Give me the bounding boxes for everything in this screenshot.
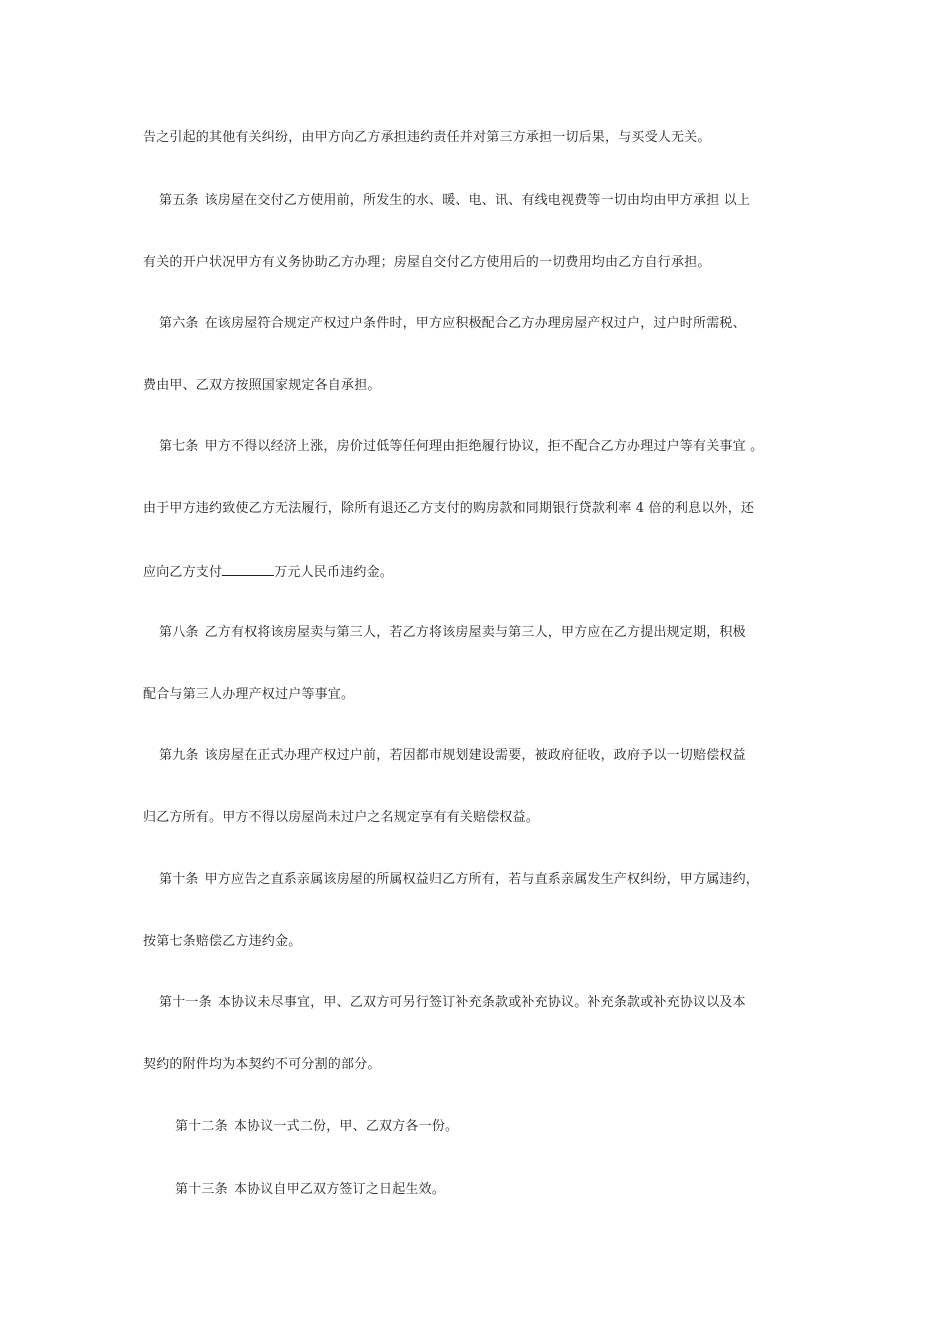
text-line-content: 乙方有权将该房屋卖与第三人，若乙方将该房屋卖与第三人，甲方应在乙方提出规定期，积极 [204, 625, 746, 640]
article-7-line-1 [159, 439, 763, 455]
text-line-content: 费由甲、乙双方按照国家规定各自承担。 [143, 378, 381, 393]
article-9-line-2 [143, 810, 539, 826]
text-line-content: 应向乙方支付 [143, 565, 223, 580]
article-13-line-1 [175, 1182, 445, 1198]
text-line-content: 按第七条赔偿乙方违约金。 [143, 934, 302, 949]
article-8-line-2 [143, 687, 354, 703]
text-line [143, 130, 711, 146]
text-line-content: 万元人民币违约金。 [274, 565, 394, 580]
article-label: 第九条 [159, 748, 199, 763]
article-5-line-2 [143, 255, 711, 271]
text-line-content: 本协议自甲乙双方签订之日起生效。 [233, 1182, 446, 1197]
text-line-content: 契约的附件均为本契约不可分割的部分。 [143, 1057, 381, 1072]
text-line-content: 该房屋在正式办理产权过户前，若因都市规划建设需要，被政府征收，政府予以一切赔偿权益 [204, 748, 746, 763]
article-12-line-1 [175, 1119, 458, 1135]
text-line-content: 在该房屋符合规定产权过户条件时，甲方应积极配合乙方办理房屋产权过户，过户时所需税、 [204, 316, 746, 331]
article-11-line-1 [159, 995, 746, 1011]
article-7-line-2 [143, 501, 754, 517]
article-label: 第五条 [159, 193, 199, 208]
text-line-content: 本协议未尽事宜，甲、乙双方可另行签订补充条款或补充协议。补充条款或补充协议以及本 [217, 995, 746, 1010]
text-line-content: 甲方不得以经济上涨，房价过低等任何理由拒绝履行协议，拒不配合乙方办理过户等有关事宜 。 [204, 439, 764, 454]
text-line-content: 有关的开户状况甲方有义务协助乙方办理；房屋自交付乙方使用后的一切费用均由乙方自行承担。 [143, 255, 711, 270]
article-6-line-2 [143, 378, 381, 394]
article-label: 第十一条 [159, 995, 212, 1010]
article-10-line-2 [143, 934, 301, 950]
text-line-content: 本协议一式二份，甲、乙双方各一份。 [233, 1119, 459, 1134]
article-10-line-1 [159, 872, 759, 888]
text-line-content: 甲方应告之直系亲属该房屋的所属权益归乙方所有，若与直系亲属发生产权纠纷，甲方属违约， [204, 872, 760, 887]
article-label: 第八条 [159, 625, 199, 640]
article-7-line-3 [143, 563, 393, 581]
article-label: 第七条 [159, 439, 199, 454]
article-label: 第十二条 [175, 1119, 228, 1134]
article-9-line-1 [159, 748, 746, 764]
text-line-content: 配合与第三人办理产权过户等事宜。 [143, 687, 355, 702]
article-label: 第十条 [159, 872, 199, 887]
article-5-line-1 [159, 193, 750, 209]
text-line-content: 告之引起的其他有关纠纷，由甲方向乙方承担违约责任并对第三方承担一切后果，与买受人无关。 [143, 130, 711, 145]
article-6-line-1 [159, 316, 746, 332]
text-line-content: 由于甲方违约致使乙方无法履行，除所有退还乙方支付的购房款和同期银行贷款利率 4 倍的利息以外，还 [143, 501, 755, 516]
article-label: 第六条 [159, 316, 199, 331]
article-label: 第十三条 [175, 1182, 228, 1197]
text-line-content: 归乙方所有。甲方不得以房屋尚未过户之名规定享有有关赔偿权益。 [143, 810, 540, 825]
amount-blank-field [222, 563, 274, 576]
text-line-content: 该房屋在交付乙方使用前，所发生的水、暖、电、讯、有线电视费等一切由均由甲方承担 以上 [204, 193, 751, 208]
article-11-line-2 [143, 1057, 381, 1073]
article-8-line-1 [159, 625, 746, 641]
